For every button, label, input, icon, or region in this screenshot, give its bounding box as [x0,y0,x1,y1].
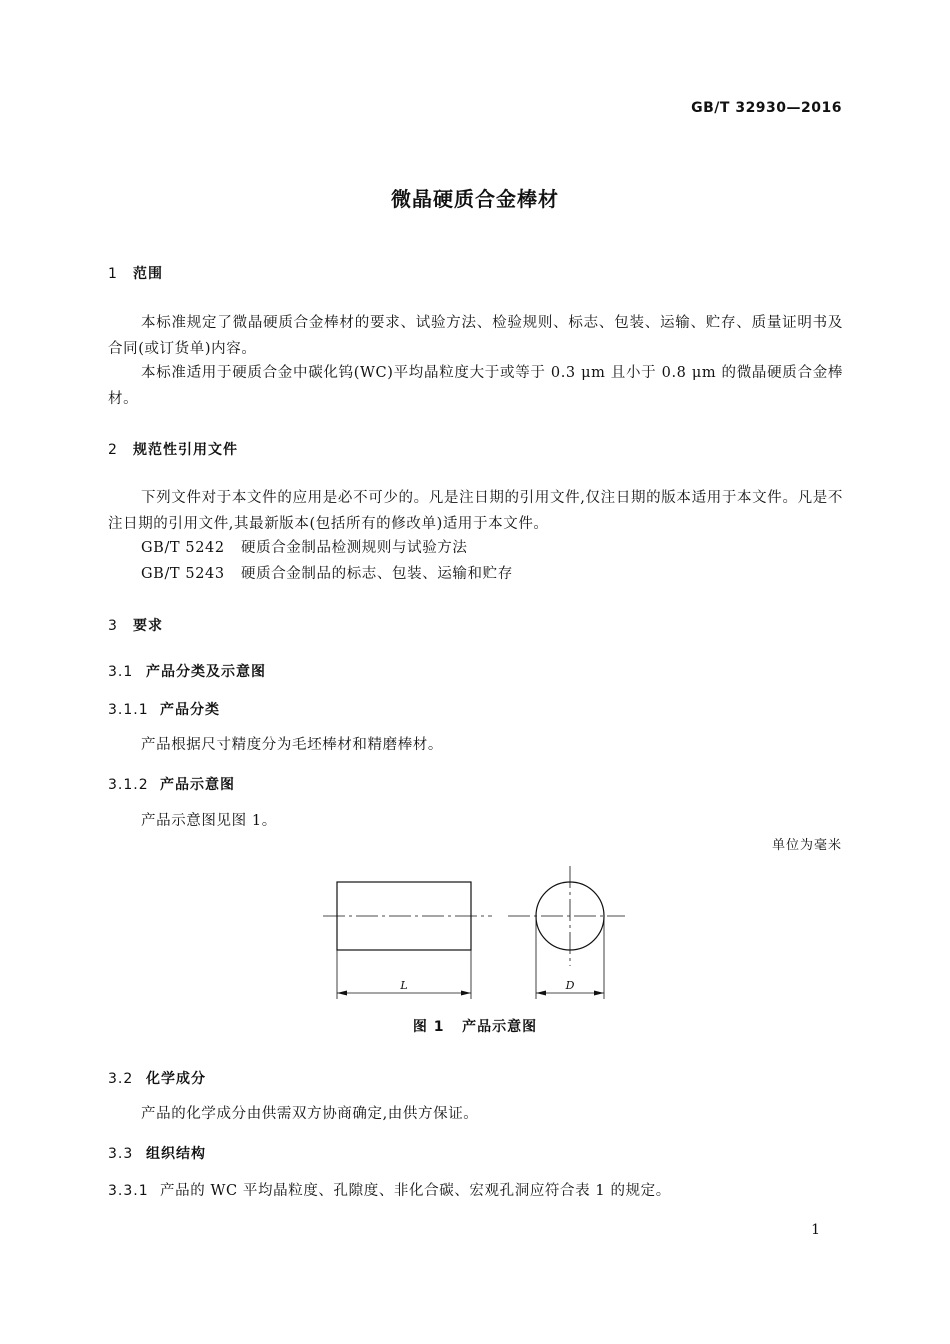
section-number: 3 [108,618,118,634]
section-title: 产品示意图 [160,777,235,793]
reference-item [141,535,468,561]
page-number: 1 [811,1222,820,1238]
document-title: 微晶硬质合金棒材 [391,187,559,211]
section-2-heading [108,439,238,459]
section-title: 规范性引用文件 [133,442,238,458]
rod-end-view [536,882,604,950]
clause-3-3-1 [108,1178,671,1204]
dimension-lines [337,916,604,999]
section-title: 产品分类及示意图 [146,664,266,680]
figure-caption: 图 1 产品示意图 [412,1019,538,1035]
section-3-1-1-heading [108,699,220,719]
section-title: 化学成分 [146,1071,206,1087]
figure-reference-paragraph: 产品示意图见图 1。 [141,813,277,829]
section-3-2-heading [108,1068,206,1088]
standard-number: GB/T 32930—2016 [691,100,842,116]
normative-references-paragraph: 下列文件对于本文件的应用是必不可少的。凡是注日期的引用文件,仅注日期的版本适用于本文件。凡是不注日期的引用文件,其最新版本(包括所有的修改单)适用于本文件。 [108,490,843,532]
section-title: 产品分类 [160,702,220,718]
section-1-heading [108,263,163,283]
dimension-arrows [337,991,604,996]
diameter-label: D [565,979,575,992]
section-number: 2 [108,442,118,458]
classification-paragraph: 产品根据尺寸精度分为毛坯棒材和精磨棒材。 [141,737,443,753]
reference-code: GB/T 5243 [141,566,225,582]
section-3-1-heading [108,661,266,681]
reference-item [141,561,513,587]
section-number: 3.1.2 [108,777,149,793]
reference-title: 硬质合金制品检测规则与试验方法 [241,540,468,556]
section-number: 3.1.1 [108,702,149,718]
reference-code: GB/T 5242 [141,540,225,556]
section-3-heading [108,615,163,635]
scope-paragraph-2: 本标准适用于硬质合金中碳化钨(WC)平均晶粒度大于或等于 0.3 μm 且小于 0.8 μm 的微晶硬质合金棒材。 [108,365,843,407]
section-title: 范围 [133,266,163,282]
reference-title: 硬质合金制品的标志、包装、运输和贮存 [241,566,513,582]
rod-side-view [337,882,471,950]
section-3-3-heading [108,1143,206,1163]
section-title: 要求 [133,618,163,634]
section-number: 3.3 [108,1146,134,1162]
unit-note: 单位为毫米 [771,838,842,853]
scope-paragraph-1: 本标准规定了微晶硬质合金棒材的要求、试验方法、检验规则、标志、包装、运输、贮存、质量证明书及合同(或订货单)内容。 [108,315,843,357]
center-lines [323,866,625,966]
clause-text: 产品的 WC 平均晶粒度、孔隙度、非化合碳、宏观孔洞应符合表 1 的规定。 [160,1183,671,1199]
section-3-1-2-heading [108,774,235,794]
section-title: 组织结构 [146,1146,206,1162]
section-number: 3.1 [108,664,134,680]
section-number: 3.2 [108,1071,134,1087]
clause-number: 3.3.1 [108,1183,149,1199]
length-label: L [400,979,408,992]
section-number: 1 [108,266,118,282]
chemical-composition-paragraph: 产品的化学成分由供需双方协商确定,由供方保证。 [141,1106,479,1122]
